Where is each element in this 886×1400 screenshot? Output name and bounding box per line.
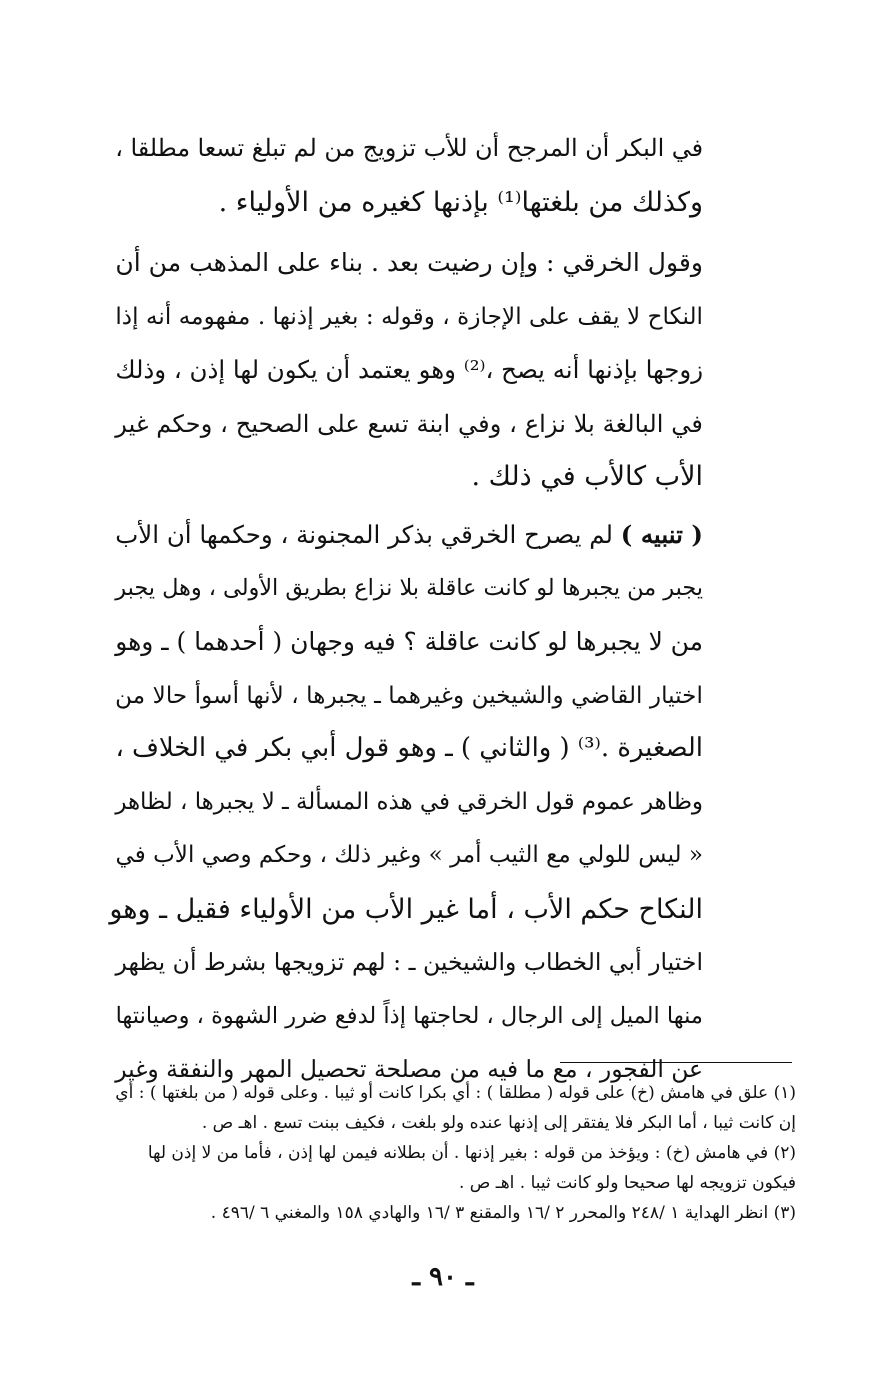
text-line: وقول الخرقي : وإن رضيت بعد . بناء على المذهب من أن: [115, 248, 703, 277]
page-number: ـ ٩٠ ـ: [412, 1262, 474, 1292]
paragraph-1: [103, 122, 703, 229]
footnotes: [100, 1078, 796, 1228]
footnote-3: [100, 1198, 796, 1228]
footnote-line: (٣) انظر الهداية ١ /٢٤٨ والمحرر ٢ /١٦ والمقنع ٣ /١٦ والهادي ١٥٨ والمغني ٦ /٤٩٦ .: [210, 1203, 796, 1223]
text-line: وكذلك من بلغتها⁽¹⁾ بإذنها كغيره من الأولياء .: [218, 186, 703, 218]
footnote-divider: [560, 1062, 792, 1063]
text-line: « ليس للولي مع الثيب أمر » وغير ذلك ، وحكم وصي الأب في: [115, 842, 703, 868]
text-line: زوجها بإذنها أنه يصح ،⁽²⁾ وهو يعتمد أن يكون لها إذن ، وذلك: [115, 355, 703, 384]
text-line: في البالغة بلا نزاع ، وفي ابنة تسع على الصحيح ، وحكم غير: [115, 408, 703, 438]
footnote-2: [100, 1138, 796, 1198]
paragraph-3-notice: [103, 508, 703, 1097]
text-line: وظاهر عموم قول الخرقي في هذه المسألة ـ لا يجبرها ، لظاهر: [115, 788, 703, 815]
footnote-1: [100, 1078, 796, 1138]
text-line: اختيار أبي الخطاب والشيخين ـ : لهم تزويجها بشرط أن يظهر: [115, 948, 703, 976]
text-line: في البكر أن المرجح أن للأب تزويج من لم تبلغ تسعا مطلقا ،: [115, 134, 703, 162]
footnote-line: (١) علق في هامش (خ) على قوله ( مطلقا ) : أي بكرا كانت أو ثيبا . وعلى قوله ( من بلغتها ) : أي: [115, 1083, 796, 1103]
notice-label: ( تنبيه ): [620, 520, 703, 549]
notice-first-line: [103, 508, 703, 562]
footnote-line: إن كانت ثيبا ، أما البكر فلا يفتقر إلى إذنها عنده ولو بلغت ، فكيف ببنت تسع . اهـ ص .: [201, 1113, 796, 1133]
text-line: يجبر من يجبرها لو كانت عاقلة بلا نزاع بطريق الأولى ، وهل يجبر: [115, 574, 703, 601]
text-line: اختيار القاضي والشيخين وغيرهما ـ يجبرها ، لأنها أسوأ حالا من: [115, 681, 703, 709]
text-line: منها الميل إلى الرجال ، لحاجتها إذاً لدفع ضرر الشهوة ، وصيانتها: [115, 1002, 703, 1029]
text-line: النكاح لا يقف على الإجازة ، وقوله : بغير إذنها . مفهومه أنه إذا: [115, 302, 703, 330]
paragraph-2: [103, 236, 703, 504]
text-line: الأب كالأب في ذلك .: [471, 461, 703, 492]
notice-first-line-text: لم يصرح الخرقي بذكر المجنونة ، وحكمها أن الأب: [115, 520, 613, 549]
text-line: من لا يجبرها لو كانت عاقلة ؟ فيه وجهان ( أحدهما ) ـ وهو: [115, 627, 703, 656]
footnote-line: فيكون تزويجه لها صحيحا ولو كانت ثيبا . اهـ ص .: [458, 1173, 796, 1193]
text-line: النكاح حكم الأب ، أما غير الأب من الأولياء فقيل ـ وهو: [109, 893, 703, 925]
text-line: الصغيرة .⁽³⁾ ( والثاني ) ـ وهو قول أبي بكر في الخلاف ،: [115, 733, 703, 763]
footnote-line: (٢) في هامش (خ) : ويؤخذ من قوله : بغير إذنها . أن بطلانه فيمن لها إذن ، فأما من لا إذن لها: [147, 1143, 796, 1163]
text-line: عن الفجور ، مع ما فيه من مصلحة تحصيل المهر والنفقة وغير: [115, 1055, 703, 1083]
